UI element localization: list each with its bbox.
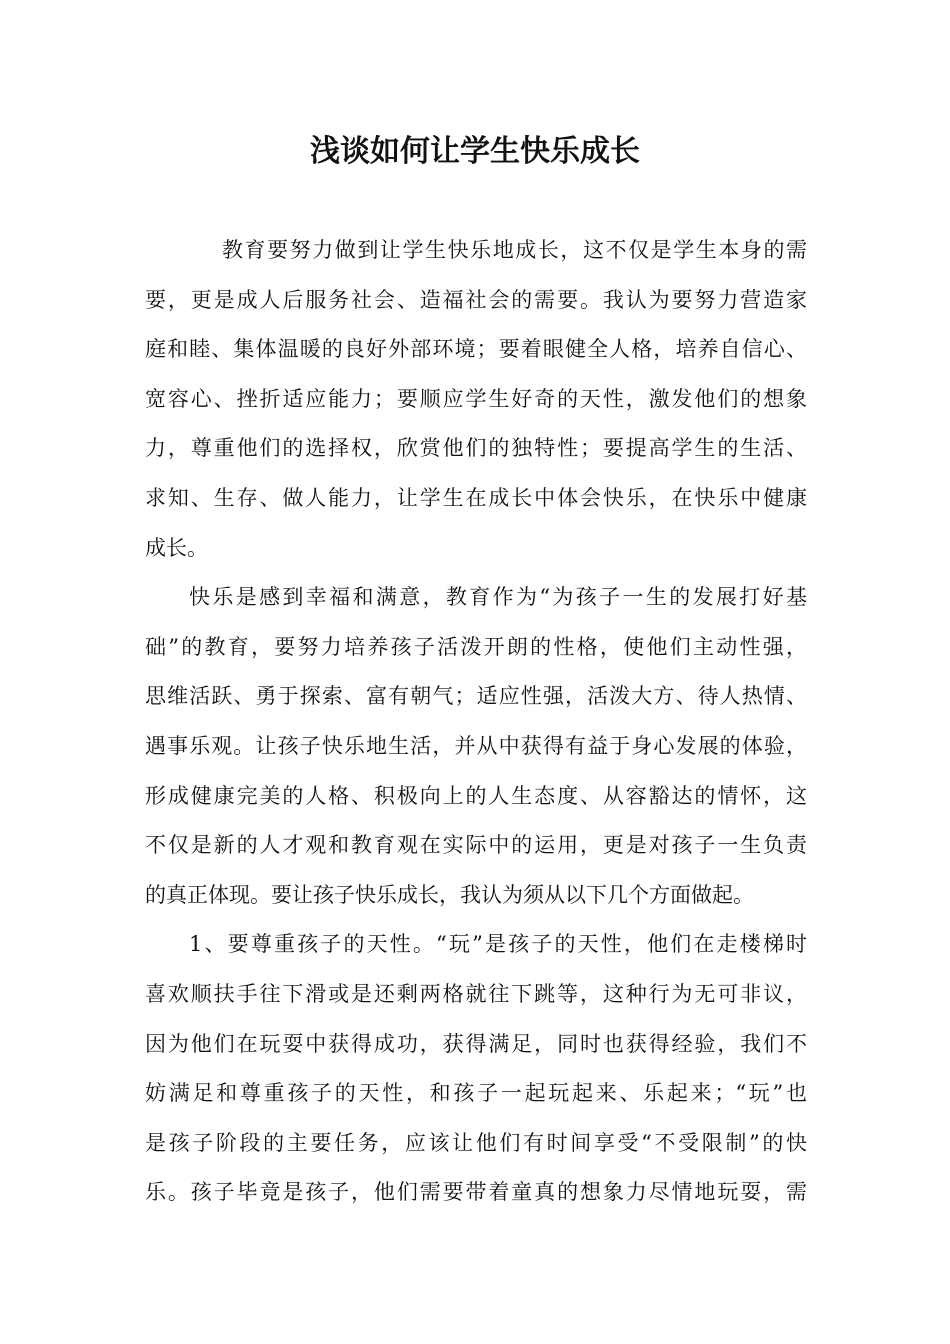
paragraph-line: 础”的教育，要努力培养孩子活泼开朗的性格，使他们主动性强， bbox=[145, 634, 807, 659]
paragraph-line: 因为他们在玩耍中获得成功，获得满足，同时也获得经验，我们不 bbox=[145, 1031, 807, 1056]
paragraph-line: 成长。 bbox=[145, 535, 208, 560]
document-body bbox=[145, 226, 807, 1218]
paragraph-line: 教育要努力做到让学生快乐地成长，这不仅是学生本身的需 bbox=[222, 238, 807, 262]
paragraph-line: 宽容心、挫折适应能力；要顺应学生好奇的天性，激发他们的想象 bbox=[145, 386, 807, 411]
paragraph-line: 喜欢顺扶手往下滑或是还剩两格就往下跳等，这种行为无可非议， bbox=[145, 981, 807, 1006]
paragraph-line: 求知、生存、做人能力，让学生在成长中体会快乐，在快乐中健康 bbox=[145, 485, 807, 510]
paragraph-line: 1、要尊重孩子的天性。“玩”是孩子的天性，他们在走楼梯时 bbox=[189, 932, 807, 957]
paragraph-2 bbox=[145, 573, 807, 920]
paragraph-3 bbox=[145, 920, 807, 1218]
paragraph-line: 遇事乐观。让孩子快乐地生活，并从中获得有益于身心发展的体验， bbox=[145, 733, 807, 758]
paragraph-line: 要，更是成人后服务社会、造福社会的需要。我认为要努力营造家 bbox=[145, 287, 807, 312]
paragraph-line: 的真正体现。要让孩子快乐成长，我认为须从以下几个方面做起。 bbox=[145, 882, 754, 907]
paragraph-line: 庭和睦、集体温暖的良好外部环境；要着眼健全人格，培养自信心、 bbox=[145, 337, 807, 362]
document-title: 浅谈如何让学生快乐成长 bbox=[310, 134, 640, 169]
paragraph-line: 思维活跃、勇于探索、富有朝气；适应性强，活泼大方、待人热情、 bbox=[145, 684, 807, 709]
paragraph-line: 形成健康完美的人格、积极向上的人生态度、从容豁达的情怀，这 bbox=[145, 783, 807, 808]
paragraph-1 bbox=[145, 226, 807, 573]
paragraph-line: 是孩子阶段的主要任务，应该让他们有时间享受“不受限制”的快 bbox=[145, 1130, 807, 1155]
paragraph-line: 乐。孩子毕竟是孩子，他们需要带着童真的想象力尽情地玩耍，需 bbox=[145, 1180, 807, 1205]
paragraph-line: 力，尊重他们的选择权，欣赏他们的独特性；要提高学生的生活、 bbox=[145, 436, 807, 461]
paragraph-line: 不仅是新的人才观和教育观在实际中的运用，更是对孩子一生负责 bbox=[145, 833, 807, 858]
paragraph-line: 妨满足和尊重孩子的天性，和孩子一起玩起来、乐起来；“玩”也 bbox=[145, 1081, 807, 1106]
paragraph-line: 快乐是感到幸福和满意，教育作为“为孩子一生的发展打好基 bbox=[189, 585, 807, 610]
